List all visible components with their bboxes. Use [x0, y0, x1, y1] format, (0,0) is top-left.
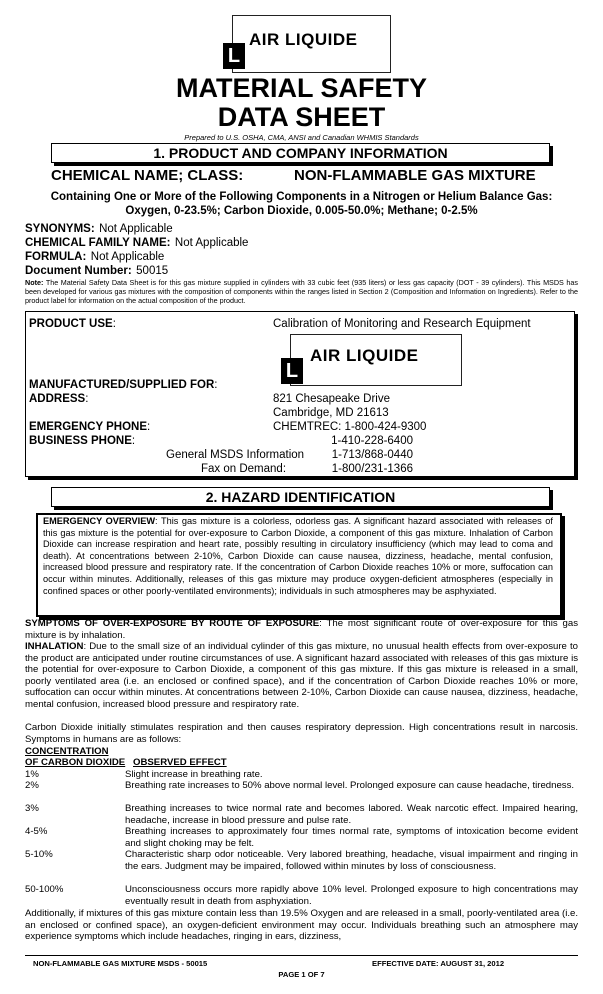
prepared-note: Prepared to U.S. OSHA, CMA, ANSI and Canadian WHMIS Standards [184, 133, 419, 142]
containing-components: Containing One or More of the Following Components in a Nitrogen or Helium Balance Gas: Oxygen, 0-23.5%; Carbon Dioxide, 0.005-50.0%; Methane; 0-2.5% [50, 191, 553, 217]
additional-paragraph: Additionally, if mixtures of this gas mixture contain less than 19.5% Oxygen and are released in a small, poorly-ventilated area (i.e. an enclosed or confined space), an oxygen-deficient environment may occur. Individuals breathing such an atmosphere may experience symptoms which include headaches, ringing in ears, dizziness, [25, 908, 578, 943]
fax-label: Fax on Demand: [201, 463, 287, 475]
air-liquide-logo-icon-2: L [281, 358, 303, 384]
effect-conc: 4-5% [25, 826, 48, 837]
synonyms-value: Not Applicable [99, 223, 173, 235]
logo-brand-text: AIR LIQUIDE [249, 30, 358, 49]
emergency-phone-label: EMERGENCY PHONE: [29, 421, 151, 433]
fax-value: 1-800/231-1366 [331, 463, 413, 475]
formula-value: Not Applicable [90, 251, 165, 263]
section1-header: 1. PRODUCT AND COMPANY INFORMATION [51, 143, 550, 163]
note-text: The Material Safety Data Sheet is for this gas mixture supplied in cylinders with 33 cubic feet (935 liters) or less gas capacity (DOT - 39 cylinders). This MSDS has been developed for various gas mixtures with the composition of components within the ranges listed in Section 2 (Composition and Information on Ingredients). Refer to the product label for information on the actual composition of the product. [25, 278, 578, 305]
effect-desc: Breathing rate increases to 50% above normal level. Prolonged exposure can cause headache, tiredness. [125, 780, 575, 791]
address-line2: Cambridge, MD 21613 [273, 407, 389, 419]
section2-header: 2. HAZARD IDENTIFICATION [51, 487, 550, 507]
address-label: ADDRESS: [29, 393, 89, 405]
docnum-label: Document Number: [25, 265, 132, 277]
effect-desc: Breathing increases to twice normal rate and becomes labored. Weak narcotic effect. Impaired hearing, headache, increase in blood pressure and pulse rate. [125, 803, 578, 826]
footer-right: EFFECTIVE DATE: AUGUST 31, 2012 [372, 959, 505, 968]
effect-desc: Characteristic sharp odor noticeable. Very labored breathing, headache, visual impairment and ringing in the ears. Judgment may be impaired, followed within minutes by loss of consciousness. [125, 849, 578, 872]
effect-desc: Unconsciousness occurs more rapidly above 10% level. Prolonged exposure to high concentrations may eventually result in death from asphyxiation. [125, 884, 578, 907]
general-msds-value: 1-713/868-0440 [331, 449, 413, 461]
family-value: Not Applicable [174, 237, 249, 249]
synonyms-label: SYNONYMS: [25, 223, 95, 235]
effect-conc: 1% [25, 769, 39, 780]
family-label: CHEMICAL FAMILY NAME: [25, 237, 171, 249]
chemical-name-label: CHEMICAL NAME; CLASS: [51, 167, 244, 184]
effect-conc: 3% [25, 803, 39, 814]
air-liquide-logo-icon: L [223, 43, 245, 69]
chemical-name-value: NON-FLAMMABLE GAS MIXTURE [294, 167, 536, 184]
business-phone-label: BUSINESS PHONE: [29, 435, 136, 447]
docnum-row [25, 261, 168, 279]
manufactured-label: MANUFACTURED/SUPPLIED FOR: [29, 379, 218, 391]
product-use-label: PRODUCT USE: [29, 318, 116, 330]
conc-header-line1: CONCENTRATION [25, 746, 109, 757]
footer-left: NON-FLAMMABLE GAS MIXTURE MSDS - 50015 [33, 959, 208, 968]
page-number: PAGE 1 OF 7 [278, 970, 325, 979]
docnum-value: 50015 [136, 265, 169, 277]
effect-header: OBSERVED EFFECT [133, 757, 227, 768]
document-title-line2: DATA SHEET [217, 102, 386, 132]
effect-desc: Slight increase in breathing rate. [125, 769, 263, 780]
emergency-overview-text: EMERGENCY OVERVIEW: This gas mixture is a colorless, odorless gas. A significant hazard associated with releases of this gas mixture is the potential for over-exposure to Carbon Dioxide, a component of this gas mixture. Inhalation of Carbon Dioxide can increase respiration and heart rate, possibly resulting in circulatory insufficiency (which may lead to coma and death). At concentrations between 2-10%, Carbon Dioxide can cause nausea, dizziness, headache, mental confusion, increased blood pressure and respiratory rate. If the concentration of Carbon Dioxide reaches 10% or more, suffocation can occur within minutes. Additionally, releases of this gas mixture may produce oxygen-deficient atmospheres (especially in confined spaces or other poorly-ventilated environments); individuals in such atmospheres may be asphyxiated. [43, 516, 553, 596]
msds-note [25, 278, 578, 305]
symptoms-paragraph: SYMPTOMS OF OVER-EXPOSURE BY ROUTE OF EXPOSURE: The most significant route of over-exposure for this gas mixture is by inhalation. [25, 618, 579, 641]
business-phone-value: 1-410-228-6400 [331, 435, 413, 447]
effect-conc: 50-100% [25, 884, 64, 895]
general-msds-label: General MSDS Information [166, 449, 305, 461]
note-label: Note: [25, 278, 44, 287]
product-use-value: Calibration of Monitoring and Research Equipment [273, 318, 531, 330]
footer-rule [25, 955, 578, 956]
effect-conc: 5-10% [25, 849, 53, 860]
conc-header-line2: OF CARBON DIOXIDE [25, 757, 126, 768]
document-title-line1: MATERIAL SAFETY [175, 73, 427, 103]
effect-conc: 2% [25, 780, 39, 791]
emergency-phone-value: CHEMTREC: 1-800-424-9300 [273, 421, 427, 433]
co2-paragraph: Carbon Dioxide initially stimulates respiration and then causes respiratory depression. High concentrations result in narcosis. Symptoms in humans are as follows: [25, 722, 578, 745]
inhalation-paragraph: INHALATION: Due to the small size of an individual cylinder of this gas mixture, no unusual health effects from over-exposure to the product are anticipated under routine circumstances of use. A significant hazard associated with releases of this gas mixture is the potential for over-exposure to Carbon Dioxide, a component of this gas mixture. If this gas mixture is released in a small, poorly ventilated area (i.e. an enclosed or confined space), and if the concentration of Carbon Dioxide reaches 10% or more, suffocation can occur within minutes. At concentrations between 2-10%, Carbon Dioxide can cause nausea, dizziness, headache, mental confusion, increased blood pressure and respiratory rate. [25, 641, 578, 710]
logo-brand-text-2: AIR LIQUIDE [310, 346, 419, 365]
effect-desc: Breathing increases to approximately four times normal rate, symptoms of intoxication become evident and slight choking may be felt. [125, 826, 578, 849]
formula-label: FORMULA: [25, 251, 87, 263]
address-line1: 821 Chesapeake Drive [273, 393, 390, 405]
